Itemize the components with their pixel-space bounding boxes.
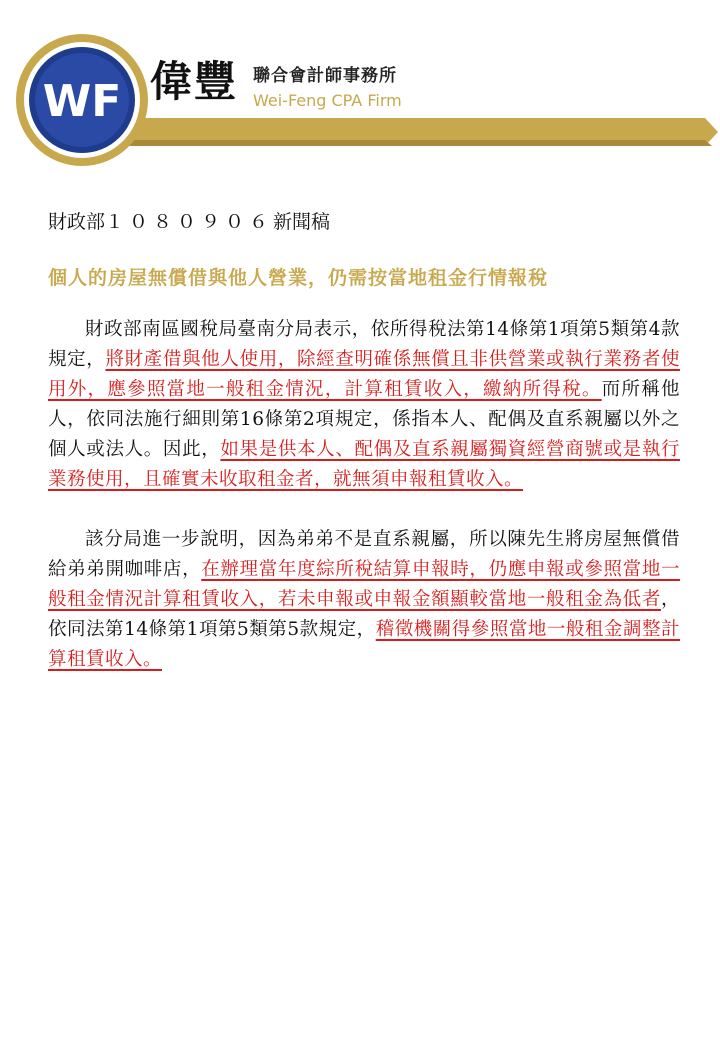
dateline-suffix: 新聞稿	[273, 211, 331, 233]
press-release	[48, 205, 680, 705]
firm-name-en: Wei-Feng CPA Firm	[253, 91, 402, 110]
paragraph-2-text-2: ，依同法第14條第1項第5類第5款規定，	[48, 589, 680, 640]
firm-subtitle: 聯合會計師事務所	[253, 66, 397, 86]
paragraph-2-text-1: 該分局進一步說明，因為弟弟不是直系親屬，所以陳先生將房屋無償借給弟弟開咖啡店，	[48, 529, 680, 580]
gold-band-shadow	[105, 140, 712, 146]
dateline-prefix: 財政部	[48, 211, 106, 233]
paragraph-2	[48, 525, 680, 675]
logo-text: WF	[42, 76, 122, 127]
paragraph-2-highlight-2: 稽徵機關得參照當地一般租金調整計算租賃收入。	[48, 619, 680, 670]
paragraph-2-highlight-1: 在辦理當年度綜所稅結算申報時，仍應申報或參照當地一般租金情況計算租賃收入，若未申報或申報金額顯較當地一般租金為低者	[48, 559, 680, 610]
dateline	[48, 205, 680, 239]
paragraph-1-text-2: 而所稱他人，依同法施行細則第16條第2項規定，係指本人、配偶及直系親屬以外之個人或法人。因此，	[48, 379, 680, 460]
paragraph-1-highlight-1: 將財產借與他人使用，除經查明確係無償且非供營業或執行業務者使用外，應參照當地一般租金情況，計算租賃收入，繳納所得稅。	[48, 349, 680, 400]
firm-name-cn: 偉豐	[150, 57, 239, 106]
paragraph-1-text-1: 財政部南區國稅局臺南分局表示，依所得稅法第14條第1項第5類第4款規定，	[48, 319, 680, 370]
headline: 個人的房屋無償借與他人營業，仍需按當地租金行情報稅	[48, 267, 549, 289]
paragraph-1-highlight-2: 如果是供本人、配偶及直系親屬獨資經營商號或是執行業務使用，且確實未收取租金者，就無須申報租賃收入。	[48, 439, 680, 490]
paragraph-1	[48, 315, 680, 495]
dateline-date: １０８０９０６	[105, 211, 274, 233]
letterhead	[0, 0, 720, 170]
